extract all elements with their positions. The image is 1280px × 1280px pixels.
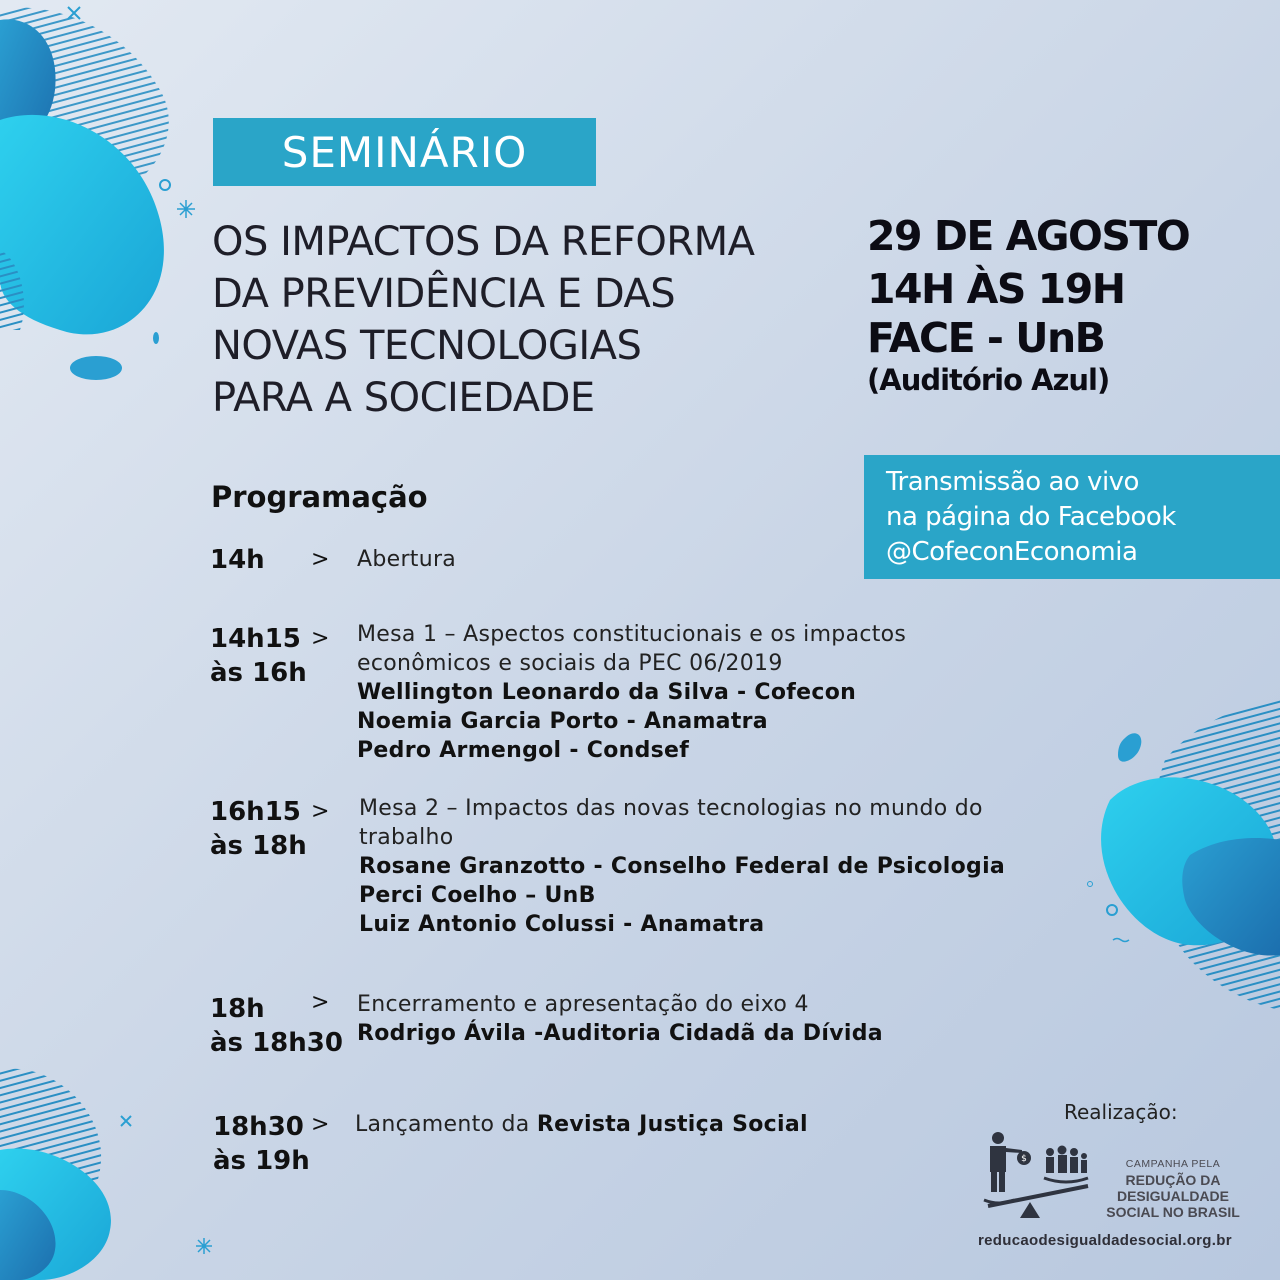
svg-text:$: $ (1021, 1154, 1027, 1164)
organizer-label: Realização: (1064, 1100, 1178, 1124)
speaker: Noemia Garcia Porto - Anamatra (357, 709, 768, 734)
stream-line: Transmissão ao vivo (886, 467, 1139, 497)
program-heading: Programação (211, 480, 428, 514)
arrow-icon: > (311, 799, 330, 824)
event-time: 14H ÀS 19H (867, 265, 1125, 313)
stream-line: na página do Facebook (886, 502, 1176, 532)
speaker: Rosane Granzotto - Conselho Federal de Psicologia (359, 854, 1006, 879)
slot-description: Mesa 1 – Aspectos constitucionais e os impactos econômicos e sociais da PEC 06/2019 Wellington Leonardo da Silva - Cofecon Noemia Garcia Porto - Anamatra Pedro Armengol - Condsef (357, 620, 1037, 765)
slot-description: Abertura (357, 547, 457, 572)
title-line: NOVAS TECNOLOGIAS (212, 323, 642, 369)
event-venue: FACE - UnB (867, 314, 1105, 362)
speaker: Perci Coelho – UnB (359, 883, 596, 908)
event-room: (Auditório Azul) (867, 363, 1110, 397)
event-title (212, 216, 812, 424)
title-line: OS IMPACTOS DA REFORMA (212, 219, 755, 265)
campaign-logo-text: CAMPANHA PELA REDUÇÃO DA DESIGUALDADE SOCIAL NO BRASIL (1106, 1158, 1240, 1220)
slot-time: 18h30 às 19h (213, 1112, 310, 1176)
speaker: Rodrigo Ávila -Auditoria Cidadã da Dívida (357, 1021, 883, 1046)
speaker: Luiz Antonio Colussi - Anamatra (359, 912, 765, 937)
arrow-icon: > (311, 1112, 330, 1137)
slot-description: Mesa 2 – Impactos das novas tecnologias no mundo do trabalho Rosane Granzotto - Conselho Federal de Psicologia Perci Coelho – UnB Luiz Antonio Colussi - Anamatra (359, 794, 1039, 939)
magazine-title: Revista Justiça Social (536, 1112, 808, 1137)
title-line: DA PREVIDÊNCIA E DAS (212, 271, 676, 317)
speaker: Pedro Armengol - Condsef (357, 738, 690, 763)
arrow-icon: > (311, 547, 330, 572)
slot-time: 14h15 às 16h (210, 624, 307, 688)
arrow-icon: > (311, 990, 330, 1015)
speaker: Wellington Leonardo da Silva - Cofecon (357, 680, 857, 705)
event-info (867, 210, 1267, 400)
event-date: 29 DE AGOSTO (867, 212, 1190, 260)
website-link[interactable]: reducaodesigualdadesocial.org.br (978, 1232, 1232, 1249)
seminar-label: SEMINÁRIO (213, 118, 596, 186)
arrow-icon: > (311, 626, 330, 651)
slot-time: 16h15 às 18h (210, 797, 307, 861)
title-line: PARA A SOCIEDADE (212, 375, 595, 421)
slot-time: 18h às 18h30 (210, 994, 343, 1058)
scale-inequality-logo-icon (978, 1130, 1098, 1220)
stream-handle: @CofeconEconomia (886, 537, 1138, 567)
slot-description: Lançamento da Revista Justiça Social (355, 1112, 808, 1137)
slot-description: Encerramento e apresentação do eixo 4 Rodrigo Ávila -Auditoria Cidadã da Dívida (357, 990, 1037, 1048)
slot-time: 14h (210, 545, 265, 575)
